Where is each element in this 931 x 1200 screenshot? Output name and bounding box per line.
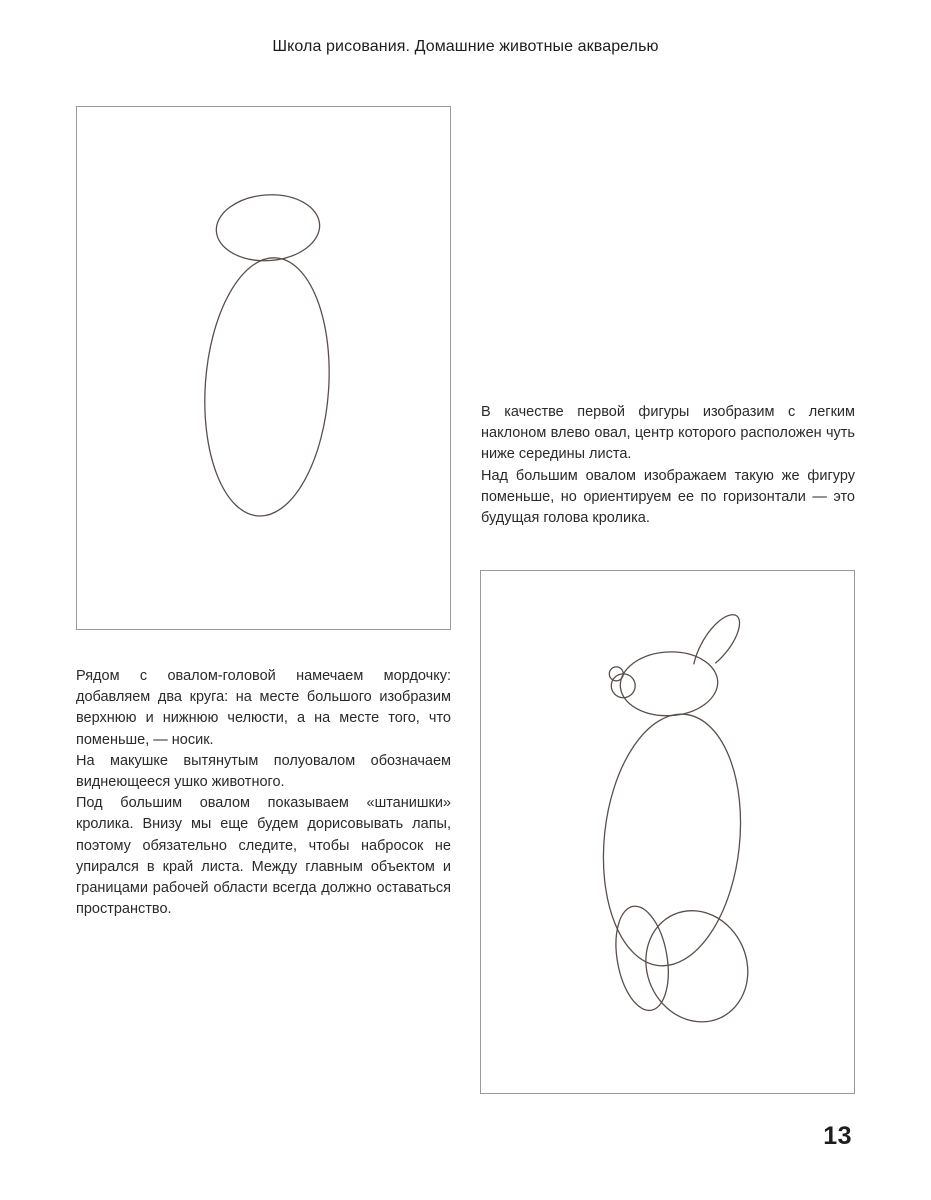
leg-oval-right xyxy=(628,894,765,1038)
sketch-step-2 xyxy=(481,571,854,1093)
head-oval xyxy=(619,649,720,718)
running-header: Школа рисования. Домашние животные акварелью xyxy=(272,38,659,55)
head-oval xyxy=(214,191,322,264)
sketch-step-1 xyxy=(77,107,450,629)
instruction-text-step-2 xyxy=(76,666,451,920)
instruction-text-step-1 xyxy=(481,402,855,529)
body-oval xyxy=(196,254,337,521)
muzzle-circle-large xyxy=(611,674,635,698)
paragraph: Рядом с овалом-головой намечаем мордочку: добавляем два круга: на месте большого изобразим верхнюю и нижнюю челюсти, а на месте того, что поменьше, — носик. xyxy=(76,668,451,748)
body-oval xyxy=(592,707,753,972)
page-number: 13 xyxy=(823,1122,852,1150)
illustration-frame-step-1 xyxy=(76,106,451,630)
illustration-frame-step-2 xyxy=(480,570,855,1094)
ear-shape xyxy=(694,615,740,664)
paragraph: В качестве первой фигуры изобразим с легким наклоном влево овал, центр которого расположен чуть ниже середины листа. xyxy=(481,404,855,463)
paragraph: Над большим овалом изображаем такую же фигуру поменьше, но ориентируем ее по горизонтали — это будущая голова кролика. xyxy=(481,467,855,527)
paragraph: На макушке вытянутым полуовалом обозначаем виднеющееся ушко животного. xyxy=(76,752,451,791)
paragraph: Под большим овалом показываем «штанишки» кролика. Внизу мы еще будем дорисовывать лапы, поэтому обязательно следите, чтобы набросок не упирался в край листа. Между главным объектом и границами рабочей области всегда должно оставаться пространство. xyxy=(76,795,451,918)
